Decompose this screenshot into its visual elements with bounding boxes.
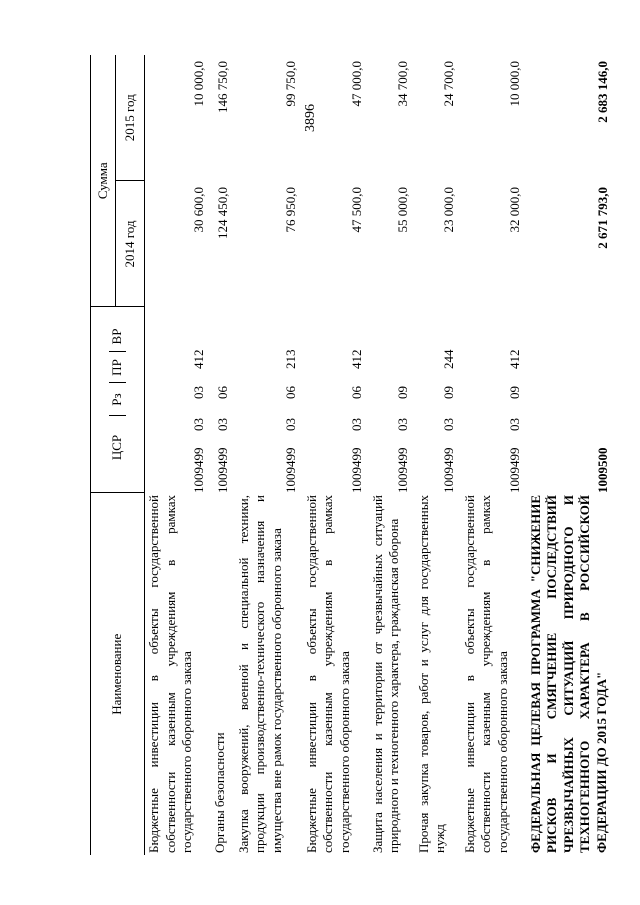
row-2015-value: 24 700,0 bbox=[440, 61, 456, 107]
row-codes bbox=[145, 307, 211, 493]
header-csr: ЦСР bbox=[109, 434, 125, 461]
total-2014 bbox=[527, 181, 615, 307]
total-2015 bbox=[527, 55, 615, 181]
row-rz: 03 bbox=[506, 418, 522, 431]
row-2014 bbox=[369, 181, 415, 307]
row-codes bbox=[415, 307, 461, 493]
row-2014-value: 76 950,0 bbox=[282, 187, 298, 233]
row-rz: 03 bbox=[394, 418, 410, 431]
row-name: Закупка вооружений, военной и специальной техники, продукции производственно-технического назначения и имущества вне рамок государственного оборонного заказа bbox=[235, 495, 284, 853]
table-row-total bbox=[527, 55, 615, 855]
row-pr: 09 bbox=[440, 386, 456, 399]
row-pr: 03 bbox=[190, 386, 206, 399]
row-codes bbox=[211, 307, 235, 493]
row-2014-value: 124 450,0 bbox=[214, 187, 230, 239]
row-2014-value: 32 000,0 bbox=[506, 187, 522, 233]
row-codes bbox=[369, 307, 415, 493]
row-2014 bbox=[211, 181, 235, 307]
row-rz: 03 bbox=[282, 418, 298, 431]
row-pr: 06 bbox=[282, 386, 298, 399]
total-csr: 1009500 bbox=[595, 447, 610, 493]
header-pr: ПР bbox=[109, 353, 126, 384]
table-row bbox=[211, 55, 235, 855]
row-2015 bbox=[145, 55, 211, 181]
row-codes bbox=[303, 307, 369, 493]
row-csr: 1009499 bbox=[394, 447, 410, 493]
row-2015-value: 99 750,0 bbox=[282, 61, 298, 107]
row-2015-value: 146 750,0 bbox=[214, 61, 230, 113]
table-row bbox=[461, 55, 527, 855]
row-2014 bbox=[145, 181, 211, 307]
row-rz: 03 bbox=[348, 418, 364, 431]
row-rz: 03 bbox=[190, 418, 206, 431]
budget-table-container bbox=[90, 55, 610, 855]
row-name: Бюджетные инвестиции в объекты государственной собственности казенным учреждениям в рамках государственного оборонного заказа bbox=[461, 495, 510, 853]
page-number-text: 3896 bbox=[303, 104, 318, 132]
total-2014-value: 2 671 793,0 bbox=[595, 187, 610, 249]
row-2015-value: 34 700,0 bbox=[394, 61, 410, 107]
row-name: Органы безопасности bbox=[211, 732, 227, 853]
header-codes bbox=[91, 307, 145, 493]
row-2015 bbox=[415, 55, 461, 181]
total-name: ФЕДЕРАЛЬНАЯ ЦЕЛЕВАЯ ПРОГРАММА "СНИЖЕНИЕ РИСКОВ И СМЯГЧЕНИЕ ПОСЛЕДСТВИЙ ЧРЕЗВЫЧАЙНЫХ СИТУАЦИЙ ПРИРОДНОГО И ТЕХНОГЕННОГО ХАРАКТЕРА В РОССИЙСКОЙ ФЕДЕРАЦИИ ДО 2015 ГОДА" bbox=[527, 495, 609, 853]
row-2014 bbox=[415, 181, 461, 307]
row-2014-value: 47 500,0 bbox=[348, 187, 364, 233]
row-2015 bbox=[369, 55, 415, 181]
row-name: Защита населения и территории от чрезвычайных ситуаций природного и техногенного характера, гражданская оборона bbox=[369, 495, 402, 853]
row-csr: 1009499 bbox=[282, 447, 298, 493]
row-2015 bbox=[303, 55, 369, 181]
table-row bbox=[235, 55, 303, 855]
table-row bbox=[145, 55, 211, 855]
row-vr: 412 bbox=[506, 349, 522, 369]
header-sum: Сумма bbox=[91, 55, 116, 307]
row-pr: 06 bbox=[214, 386, 230, 399]
table-row bbox=[415, 55, 461, 855]
row-vr: 412 bbox=[190, 349, 206, 369]
header-name: Наименование bbox=[91, 493, 145, 855]
row-2014-value: 55 000,0 bbox=[394, 187, 410, 233]
row-csr: 1009499 bbox=[348, 447, 364, 493]
row-2015 bbox=[461, 55, 527, 181]
row-vr: 412 bbox=[348, 349, 364, 369]
row-vr: 244 bbox=[440, 349, 456, 369]
row-2015-value: 10 000,0 bbox=[506, 61, 522, 107]
budget-table bbox=[90, 55, 615, 855]
row-2015 bbox=[211, 55, 235, 181]
row-pr: 09 bbox=[394, 386, 410, 399]
row-name: Бюджетные инвестиции в объекты государственной собственности казенным учреждениям в рамках государственного оборонного заказа bbox=[303, 495, 352, 853]
row-csr: 1009499 bbox=[190, 447, 206, 493]
row-csr: 1009499 bbox=[214, 447, 230, 493]
row-codes bbox=[235, 307, 303, 493]
row-2014 bbox=[303, 181, 369, 307]
row-pr: 09 bbox=[506, 386, 522, 399]
total-codes bbox=[527, 307, 615, 493]
row-csr: 1009499 bbox=[506, 447, 522, 493]
row-2014-value: 30 600,0 bbox=[190, 187, 206, 233]
table-row bbox=[369, 55, 415, 855]
row-codes bbox=[461, 307, 527, 493]
row-name: Прочая закупка товаров, работ и услуг для государственных нужд bbox=[415, 495, 448, 853]
row-csr: 1009499 bbox=[440, 447, 456, 493]
row-pr: 06 bbox=[348, 386, 364, 399]
header-year-2015: 2015 год bbox=[116, 55, 145, 181]
row-rz: 03 bbox=[214, 418, 230, 431]
row-2015-value: 10 000,0 bbox=[190, 61, 206, 107]
table-row bbox=[303, 55, 369, 855]
header-vr: ВР bbox=[109, 322, 126, 353]
row-2014-value: 23 000,0 bbox=[440, 187, 456, 233]
row-2015 bbox=[235, 55, 303, 181]
total-2015-value: 2 683 146,0 bbox=[595, 61, 610, 123]
row-rz: 03 bbox=[440, 418, 456, 431]
row-2014 bbox=[235, 181, 303, 307]
row-name: Бюджетные инвестиции в объекты государственной собственности казенным учреждениям в рамках государственного оборонного заказа bbox=[146, 495, 195, 853]
row-2015-value: 47 000,0 bbox=[348, 61, 364, 107]
header-year-2014: 2014 год bbox=[116, 181, 145, 307]
header-rz: Рз bbox=[109, 384, 126, 417]
row-vr: 213 bbox=[282, 349, 298, 369]
row-2014 bbox=[461, 181, 527, 307]
